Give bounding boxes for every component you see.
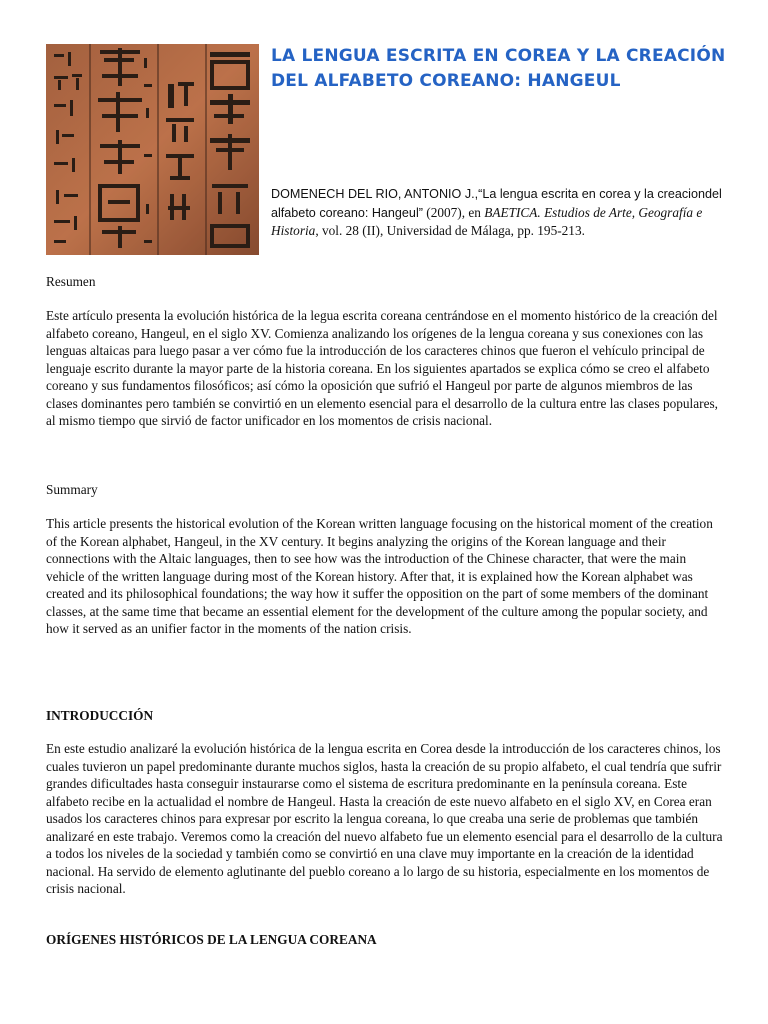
- origenes-heading: ORÍGENES HISTÓRICOS DE LA LENGUA COREANA: [46, 932, 377, 947]
- manuscript-image: [46, 44, 259, 255]
- resumen-label: Resumen: [46, 274, 96, 289]
- article-title: LA LENGUA ESCRITA EN COREA Y LA CREACIÓN DEL ALFABETO COREANO: HANGEUL: [271, 46, 726, 91]
- resumen-text: Este artículo presenta la evolución histórica de la legua escrita coreana centrándose en el momento histórico de la creación del alfabeto coreano, Hangeul, en el siglo XV. Comienza analizando los orígenes de la lengua coreana y sus conexiones con las lenguas altaicas para luego pasar a ver cómo fue la introducción de los caracteres chinos que fueron el vehículo principal de lenguaje escrito durante la mayor parte de la historia coreana. En los siguientes apartados se explica cómo se creo el alfabeto coreano y sus fundamentos filosóficos; así cómo la oposición que sufrió el Hangeul por parte de algunos miembros de las clases dominantes pero también se convirtió en un elemento esencial para el desarrollo de la cultura entre las clases populares, al mismo tiempo que sirvió de factor unificador en los momentos de crisis nacional.: [46, 308, 718, 428]
- citation-volume-pages: , vol. 28 (II), Universidad de Málaga, pp. 195-213.: [315, 223, 585, 238]
- citation: [271, 185, 726, 241]
- summary-label: Summary: [46, 482, 98, 497]
- citation-authors: DOMENECH DEL RIO, ANTONIO J.,: [271, 187, 479, 201]
- citation-journal: BAETICA. Estudios de Arte, Geografía e Historia: [271, 204, 703, 238]
- citation-article-title: “La lengua escrita en corea y la creaciondel alfabeto coreano: Hangeul”: [271, 187, 722, 220]
- introduccion-heading: INTRODUCCIÓN: [46, 708, 154, 723]
- manuscript-illustration: [46, 44, 259, 255]
- summary-text: This article presents the historical evolution of the Korean written language focusing on the historical moment of the creation of the Korean alphabet, Hangeul, in the XV century. It begins analyzing the origins of the Korean language and their connections with the Altaic languages, then to see how was the introduction of the Chinese character, that were the main vehicle of the written language during most of the Korean history. After that, it is explained how the Korean alphabet was created and its philosophical foundations; the way how it suffer the opposition on the part of some members of the dominant classes, at the same time that became an essential element for the development of the culture among the popular society, and how it served as an unifier factor in the moments of the nation crisis.: [46, 516, 713, 636]
- citation-year: (2007), en: [422, 204, 485, 220]
- introduccion-text: En este estudio analizaré la evolución histórica de la lengua escrita en Corea desde la introducción de los caracteres chinos, los cuales tuvieron un papel predominante durante muchos siglos, hasta la creación de su propio alfabeto, el cual tendría que sufrir grandes dificultades hasta conseguir instaurarse como el sistema de escritura predominante en la península coreana. Este alfabeto recibe en la actualidad el nombre de Hangeul. Hasta la creación de este nuevo alfabeto en el siglo XV, en Corea eran usados los caracteres chinos para expresar por escrito la lengua coreana, lo que creaba una serie de problemas que también analizaré en este trabajo. Veremos como la creación del nuevo alfabeto fue un elemento esencial para el desarrollo de la cultura a todos los niveles de la sociedad y también como se convirtió en una clave muy importante en la creación de la identidad nacional. Ha servido de elemento aglutinante del pueblo coreano a lo largo de su historia, especialmente en los momentos de crisis nacional.: [46, 741, 723, 896]
